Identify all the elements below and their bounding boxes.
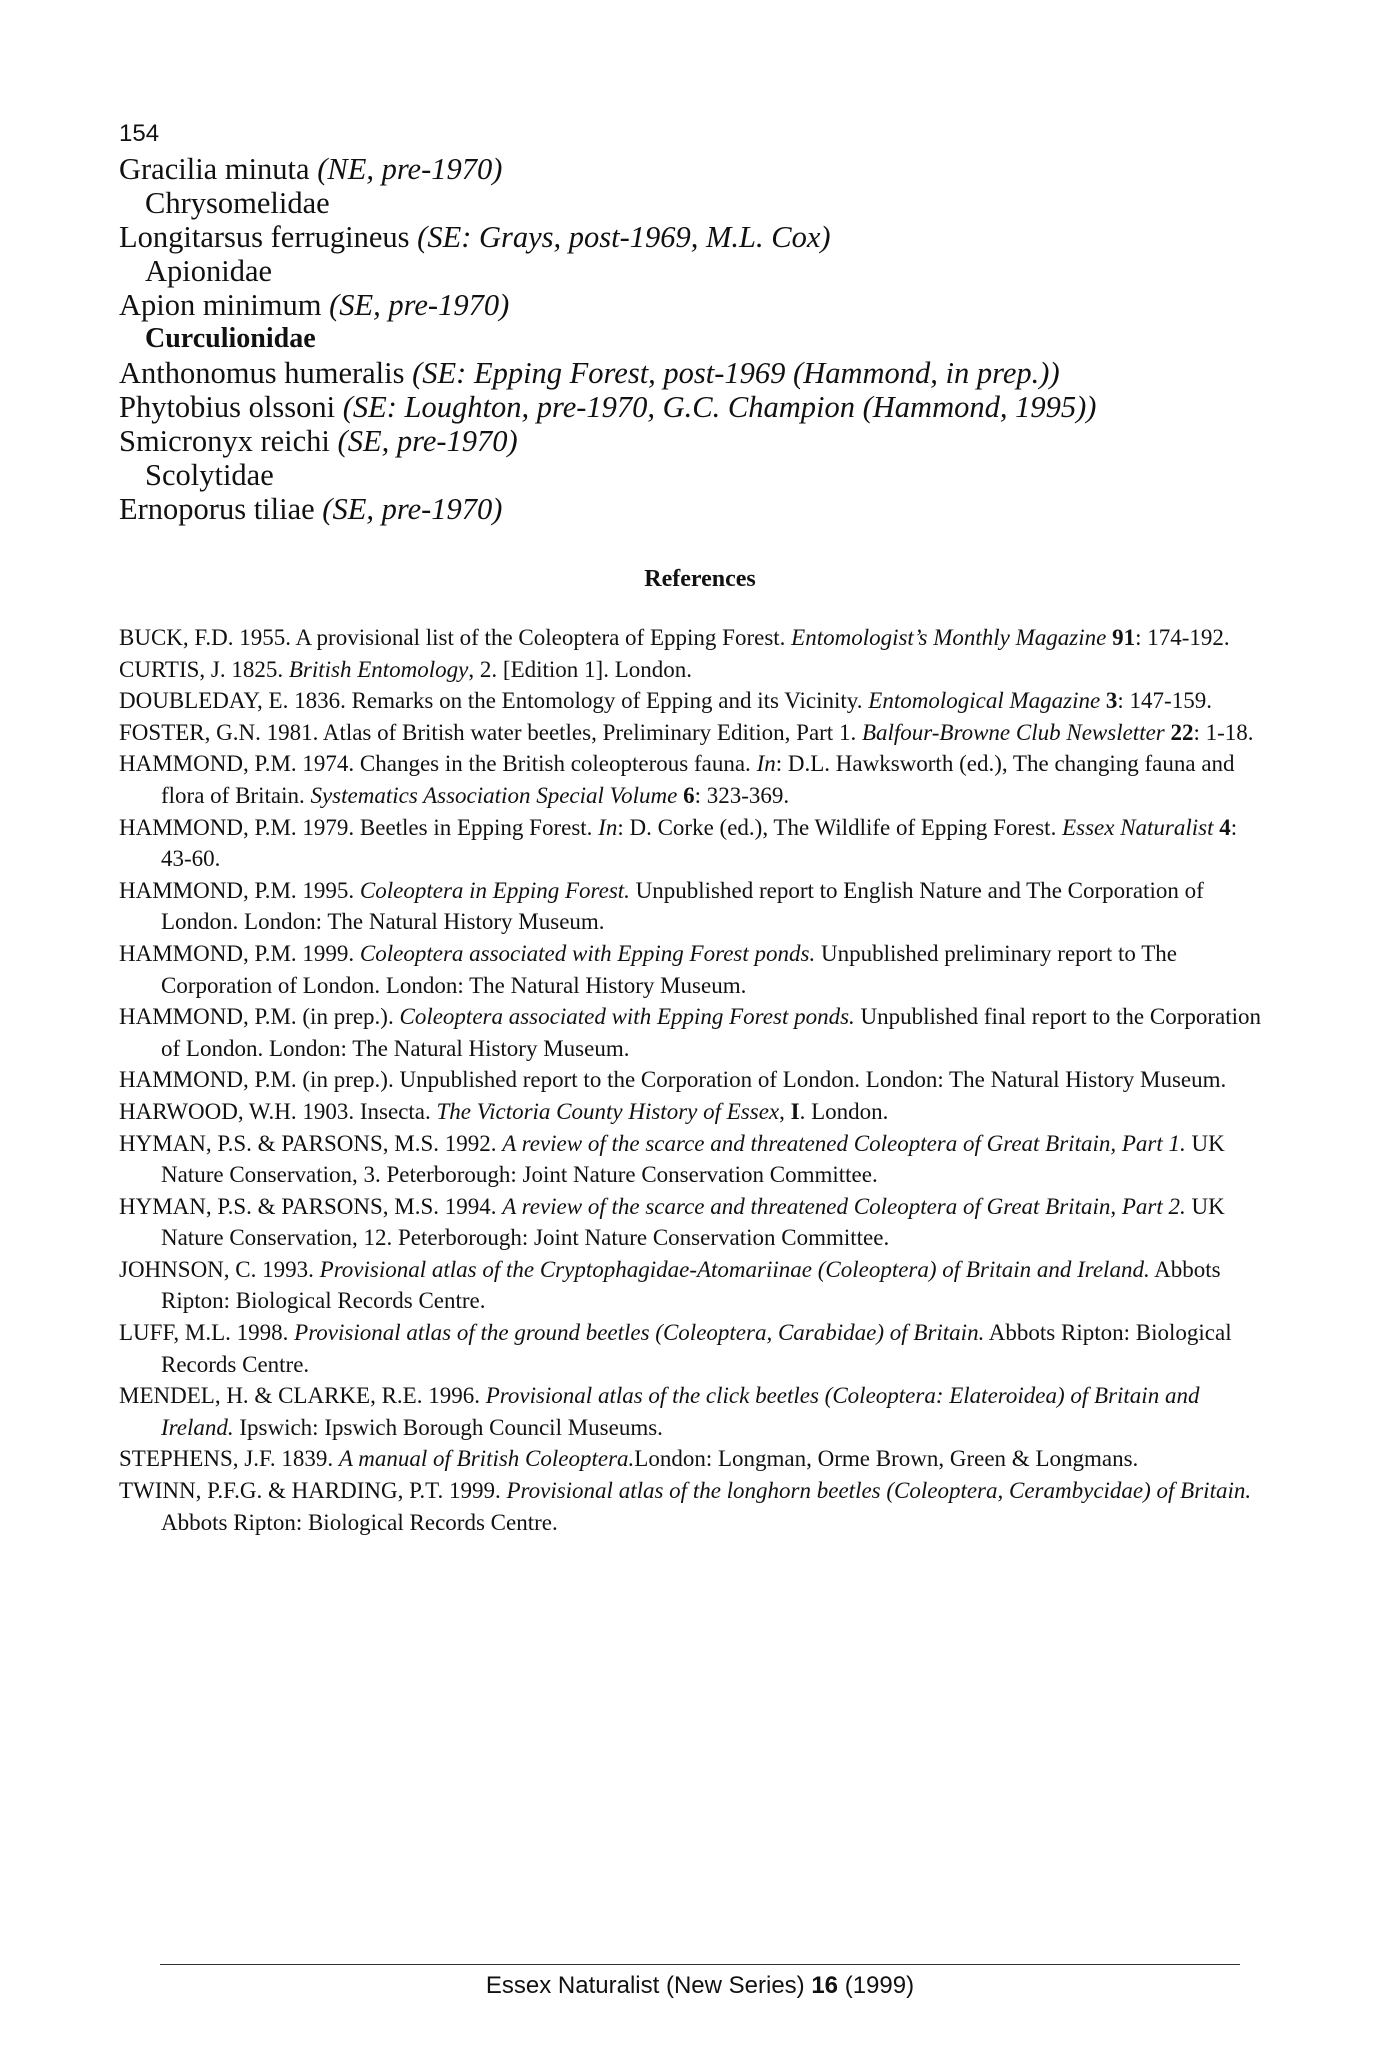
- reference-title: Entomologist’s Monthly Magazine: [791, 625, 1107, 650]
- reference-text: : 174-192.: [1135, 625, 1230, 650]
- reference-entry: [119, 1001, 1269, 1064]
- reference-text: Abbots Ripton: Biological Records Centre.: [161, 1320, 1232, 1377]
- reference-text: STEPHENS, J.F. 1839.: [119, 1446, 339, 1472]
- reference-text: , 2. [Edition 1]. London.: [468, 656, 692, 682]
- footer-rule: [160, 1964, 1240, 1965]
- reference-text: Ipswich: Ipswich Borough Council Museums.: [233, 1414, 663, 1440]
- reference-text: ,: [779, 1098, 791, 1124]
- species-name: Smicronyx reichi: [119, 424, 338, 458]
- reference-entry: [119, 1443, 1269, 1475]
- reference-volume: 3: [1105, 688, 1118, 714]
- reference-text: LUFF, M.L. 1998.: [119, 1320, 295, 1346]
- reference-text: Unpublished final report to the Corporation of London. London: The Natural History Museum.: [161, 1004, 1262, 1061]
- reference-entry: [119, 1128, 1269, 1191]
- species-entry: [119, 152, 1269, 186]
- reference-text: : D. Corke (ed.), The Wildlife of Epping Forest.: [617, 814, 1063, 840]
- reference-text: London: Longman, Orme Brown, Green & Longmans.: [634, 1446, 1139, 1472]
- species-name: Apion minimum: [119, 288, 330, 322]
- reference-text: Unpublished preliminary report to The Corporation of London. London: The Natural History Museum.: [161, 940, 1177, 998]
- reference-text: HARWOOD, W.H. 1903. Insecta.: [119, 1098, 437, 1124]
- species-name: Anthonomus humeralis: [119, 356, 413, 390]
- reference-entry: [119, 1380, 1269, 1443]
- reference-title: A review of the scarce and threatened Coleoptera of Great Britain, Part 1.: [502, 1130, 1186, 1156]
- reference-text: HYMAN, P.S. & PARSONS, M.S. 1992.: [119, 1130, 503, 1156]
- reference-entry: [119, 1096, 1269, 1128]
- reference-volume: I: [790, 1098, 800, 1124]
- reference-text: HAMMOND, P.M. (in prep.).: [119, 1004, 400, 1030]
- reference-entry: [119, 812, 1269, 875]
- species-entry: [119, 288, 1269, 322]
- page-number: 154: [119, 120, 160, 147]
- reference-title: A review of the scarce and threatened Coleoptera of Great Britain, Part 2.: [502, 1193, 1186, 1219]
- reference-title: British Entomology: [288, 656, 469, 682]
- reference-text: TWINN, P.F.G. & HARDING, P.T. 1999.: [119, 1478, 507, 1504]
- reference-title: Provisional atlas of the ground beetles (Coleoptera, Carabidae) of Britain.: [294, 1320, 985, 1346]
- reference-title: In: [598, 814, 618, 840]
- reference-text: BUCK, F.D. 1955. A provisional list of the Coleoptera of Epping Forest.: [119, 625, 792, 650]
- species-entry: [119, 424, 1269, 458]
- reference-text: HAMMOND, P.M. 1979. Beetles in Epping Forest.: [119, 814, 599, 840]
- family-heading: Chrysomelidae: [145, 186, 330, 220]
- reference-title: Systematics Association Special Volume: [310, 782, 678, 808]
- reference-title: Balfour-Browne Club Newsletter: [861, 719, 1165, 745]
- footer-year: (1999): [838, 1972, 915, 1999]
- reference-entry: [119, 622, 1269, 654]
- reference-title: Coleoptera associated with Epping Forest ponds.: [359, 940, 816, 966]
- reference-title: The Victoria County History of Essex: [436, 1098, 780, 1124]
- references-heading: References: [644, 566, 756, 592]
- reference-text: : 1-18.: [1193, 719, 1254, 745]
- reference-text: DOUBLEDAY, E. 1836. Remarks on the Entomology of Epping and its Vicinity.: [119, 688, 869, 714]
- reference-entry: [119, 938, 1269, 1001]
- reference-text: : D.L. Hawksworth (ed.), The changing fauna and flora of Britain.: [161, 751, 1235, 808]
- reference-title: Essex Naturalist: [1062, 814, 1214, 840]
- family-heading: Curculionidae: [145, 323, 316, 354]
- reference-text: Abbots Ripton: Biological Records Centre.: [161, 1256, 1221, 1314]
- footer: [0, 1972, 1400, 2000]
- species-record-note: (NE, pre-1970): [317, 152, 503, 186]
- reference-title: Provisional atlas of the click beetles (Coleoptera: Elateroidea) of Britain and Ireland.: [161, 1383, 1200, 1440]
- reference-entry: [119, 1475, 1269, 1538]
- species-name: Gracilia minuta: [119, 152, 318, 186]
- species-entry: [119, 390, 1269, 424]
- species-record-note: (SE: Grays, post-1969, M.L. Cox): [417, 220, 831, 254]
- reference-volume: 4: [1219, 814, 1231, 840]
- reference-text: UK Nature Conservation, 12. Peterborough: Joint Nature Conservation Committee.: [161, 1193, 1225, 1251]
- reference-title: Provisional atlas of the longhorn beetles (Coleoptera, Cerambycidae) of Britain.: [506, 1478, 1252, 1504]
- reference-text: HAMMOND, P.M. 1999.: [119, 940, 360, 966]
- species-entry: [119, 356, 1269, 390]
- reference-entry: [119, 654, 1269, 686]
- reference-entry: [119, 1254, 1269, 1317]
- reference-text: Unpublished report to English Nature and The Corporation of London. London: The Natural History Museum.: [161, 877, 1204, 935]
- reference-entry: [119, 1191, 1269, 1254]
- references-list: [119, 622, 1269, 1538]
- reference-text: MENDEL, H. & CLARKE, R.E. 1996.: [119, 1383, 486, 1409]
- species-name: Phytobius olssoni: [119, 390, 343, 424]
- reference-text: . London.: [799, 1098, 889, 1124]
- species-record-note: (SE, pre-1970): [322, 492, 503, 526]
- family-heading: Scolytidae: [145, 458, 274, 492]
- reference-text: HAMMOND, P.M. (in prep.). Unpublished report to the Corporation of London. London: The Natural History Museum.: [119, 1067, 1227, 1093]
- species-entry: [119, 220, 1269, 254]
- reference-entry: [119, 717, 1269, 749]
- reference-volume: 6: [683, 782, 695, 808]
- reference-text: HYMAN, P.S. & PARSONS, M.S. 1994.: [119, 1193, 503, 1219]
- reference-entry: [119, 1317, 1269, 1380]
- reference-text: UK Nature Conservation, 3. Peterborough: Joint Nature Conservation Committee.: [161, 1130, 1225, 1188]
- reference-title: A manual of British Coleoptera.: [338, 1446, 635, 1472]
- reference-text: : 147-159.: [1117, 688, 1212, 714]
- species-record-note: (SE: Epping Forest, post-1969 (Hammond, in prep.)): [412, 356, 1060, 390]
- reference-entry: [119, 1064, 1269, 1096]
- species-record-note: (SE, pre-1970): [337, 424, 518, 458]
- reference-text: Abbots Ripton: Biological Records Centre.: [161, 1509, 558, 1535]
- species-list: [119, 152, 1269, 526]
- reference-text: : 323-369.: [694, 782, 790, 808]
- species-record-note: (SE, pre-1970): [329, 288, 510, 322]
- footer-volume: 16: [811, 1972, 839, 1999]
- reference-title: Coleoptera in Epping Forest.: [359, 877, 630, 903]
- reference-text: HAMMOND, P.M. 1995.: [119, 877, 360, 903]
- reference-volume: 22: [1170, 719, 1194, 745]
- reference-entry: [119, 748, 1269, 811]
- reference-title: Coleoptera associated with Epping Forest ponds.: [399, 1004, 855, 1030]
- reference-title: Provisional atlas of the Cryptophagidae-Atomariinae (Coleoptera) of Britain and Ireland.: [319, 1256, 1150, 1282]
- reference-title: In: [756, 751, 776, 777]
- family-heading: Apionidae: [145, 254, 273, 288]
- reference-entry: [119, 875, 1269, 938]
- reference-title: Entomological Magazine: [868, 688, 1101, 714]
- reference-text: FOSTER, G.N. 1981. Atlas of British water beetles, Preliminary Edition, Part 1.: [119, 719, 862, 745]
- species-name: Ernoporus tiliae: [119, 492, 323, 526]
- species-record-note: (SE: Loughton, pre-1970, G.C. Champion (Hammond, 1995)): [342, 390, 1097, 424]
- species-entry: [119, 492, 1269, 526]
- reference-text: : 43-60.: [161, 814, 1238, 872]
- reference-text: CURTIS, J. 1825.: [119, 656, 289, 682]
- species-name: Longitarsus ferrugineus: [119, 220, 418, 254]
- reference-text: HAMMOND, P.M. 1974. Changes in the British coleopterous fauna.: [119, 751, 757, 777]
- footer-journal: Essex Naturalist (New Series): [485, 1972, 812, 1999]
- reference-volume: 91: [1112, 625, 1136, 650]
- reference-text: JOHNSON, C. 1993.: [119, 1256, 320, 1282]
- reference-entry: [119, 685, 1269, 717]
